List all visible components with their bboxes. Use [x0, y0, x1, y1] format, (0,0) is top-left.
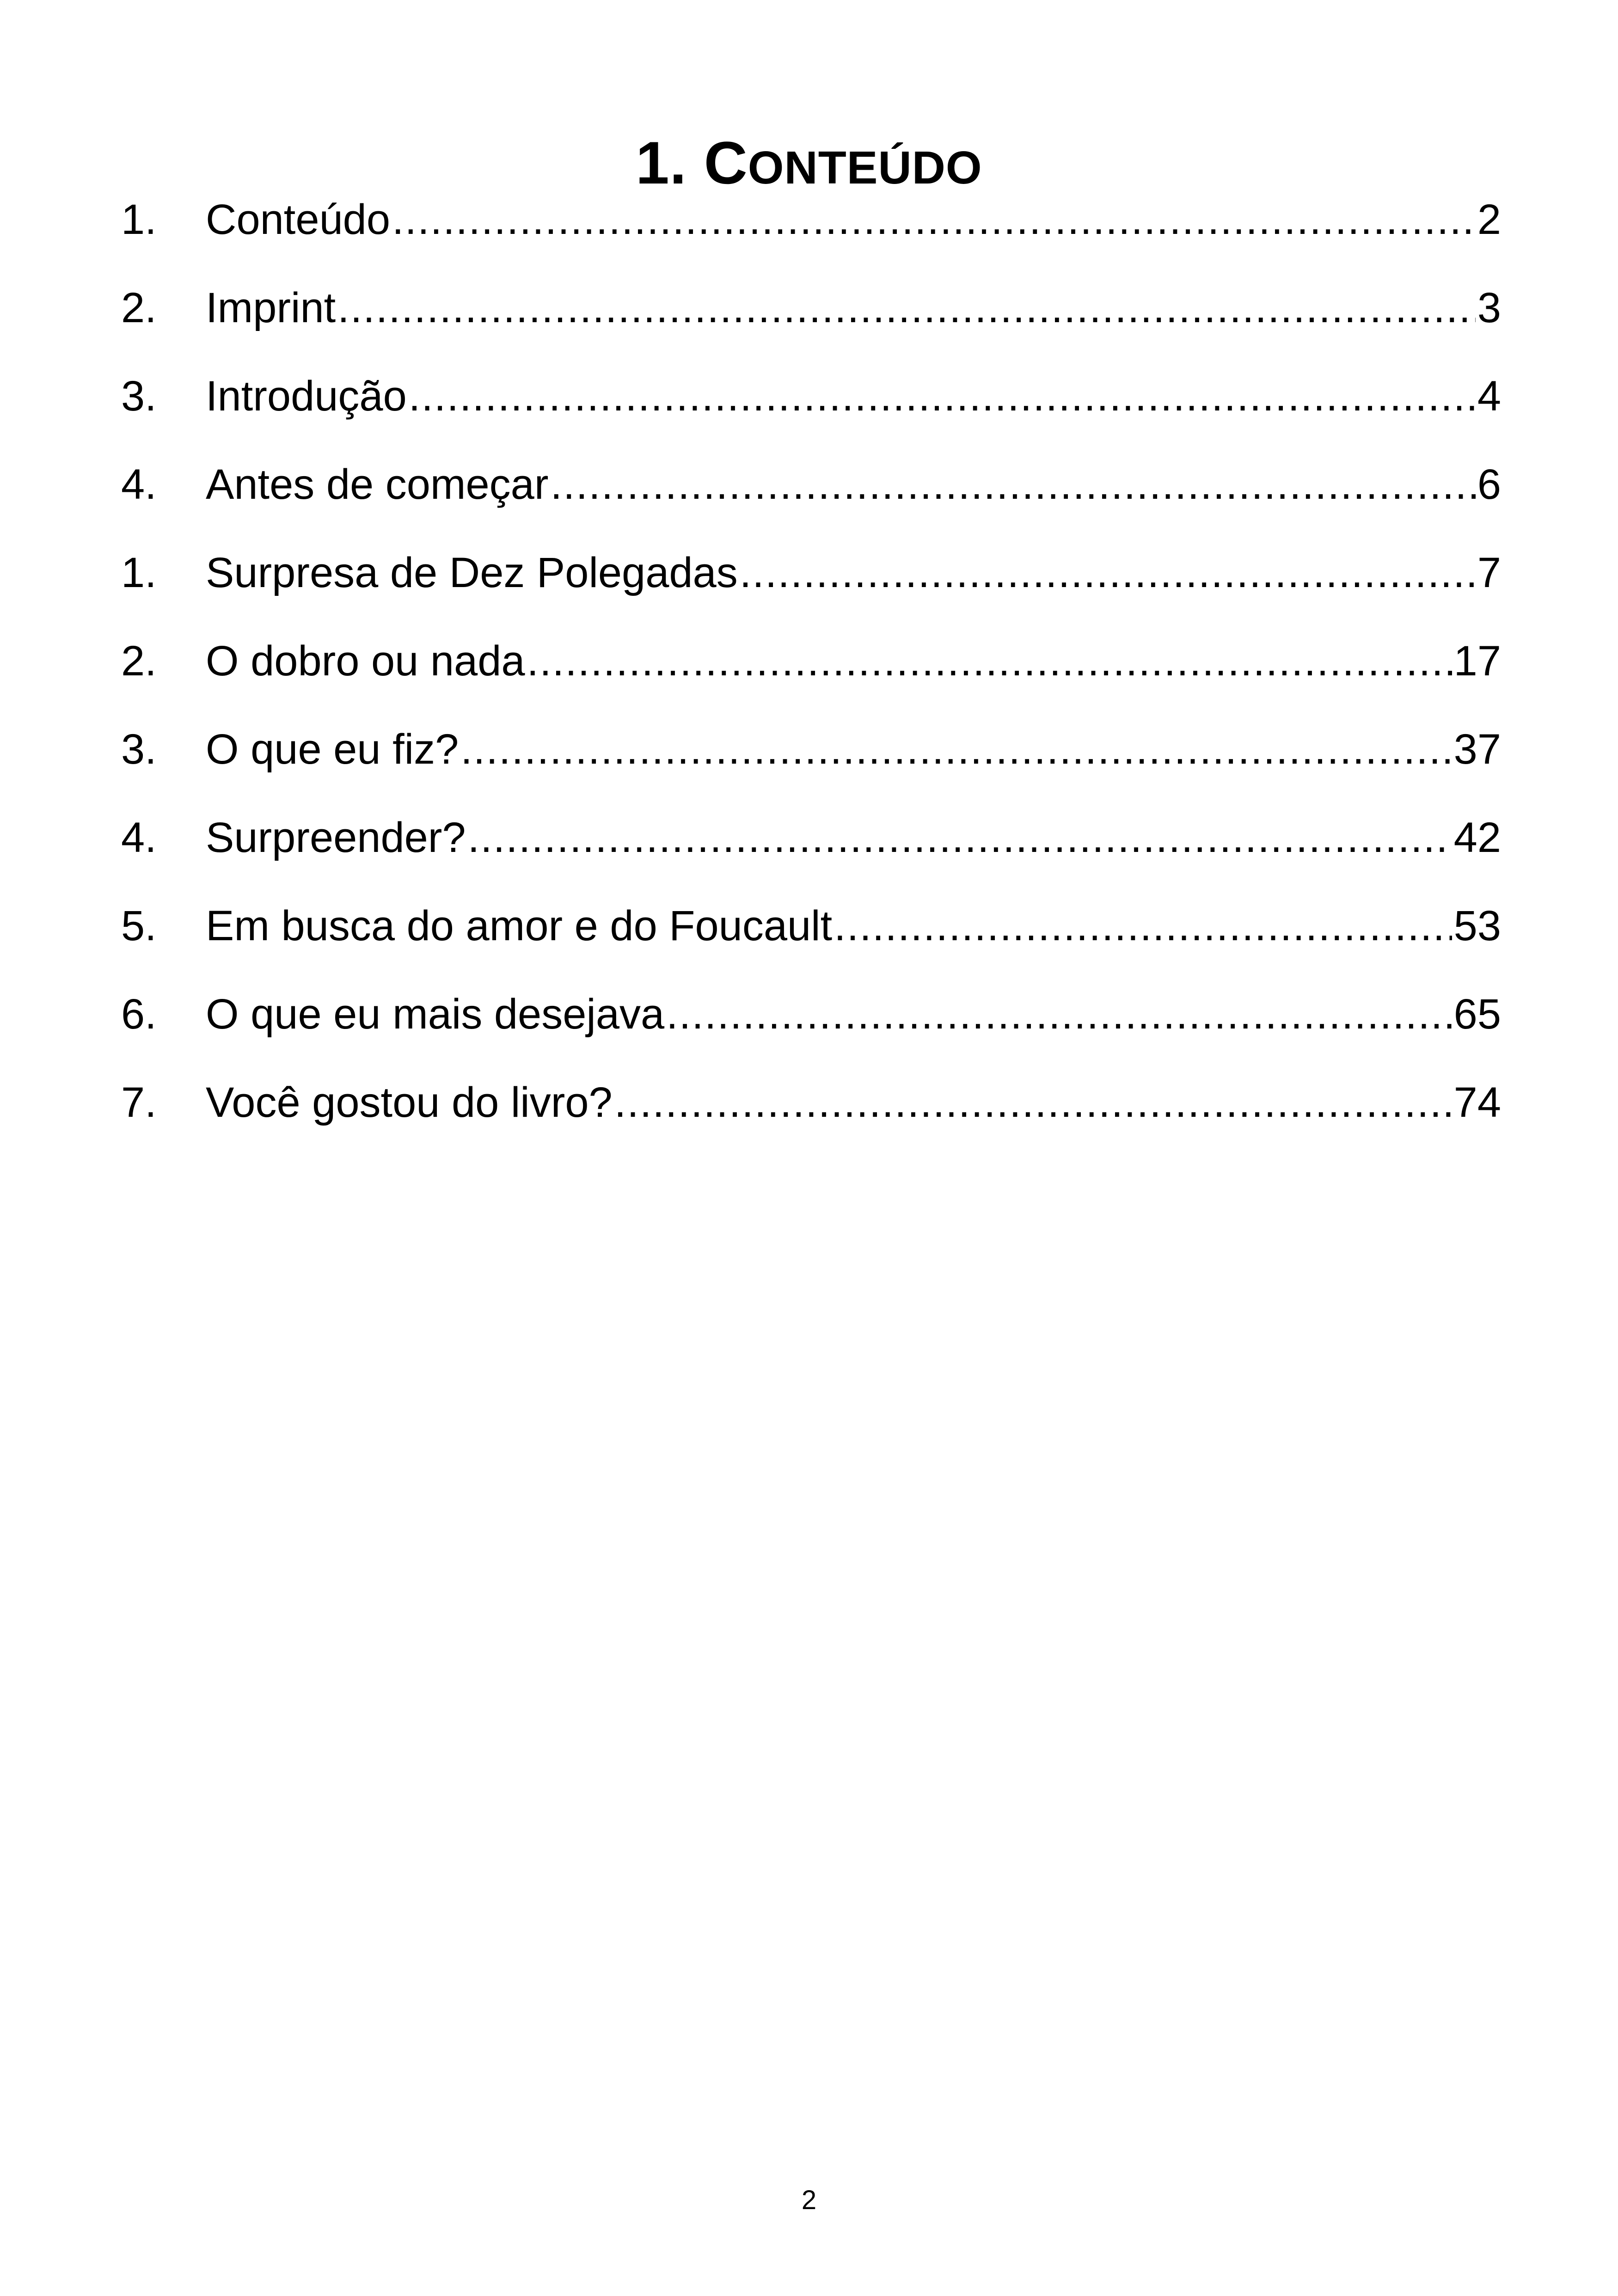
toc-entry[interactable] [121, 980, 1501, 1068]
toc-dot-leader [392, 185, 1476, 254]
toc-entry-label: Em busca do amor e do Foucault [206, 902, 833, 949]
toc-dot-leader [666, 980, 1452, 1049]
toc-entry-number: 2. [121, 284, 157, 331]
toc-entry[interactable] [121, 361, 1501, 450]
toc-entry-label: Surpresa de Dez Polegadas [206, 549, 738, 596]
toc-dot-leader [527, 626, 1452, 696]
toc-dot-leader [337, 273, 1476, 343]
toc-dot-leader [409, 361, 1476, 431]
toc-entry-number: 1. [121, 196, 157, 243]
toc-entry-label: Imprint [206, 284, 336, 331]
toc-entry-label: O que eu mais desejava [206, 991, 665, 1038]
toc-entry-page: 4 [1477, 373, 1501, 420]
toc-entry-number: 3. [121, 373, 157, 420]
toc-entry-page: 42 [1453, 814, 1501, 861]
toc-entry[interactable] [121, 273, 1501, 361]
toc-dot-leader [550, 450, 1475, 519]
toc-entry-page: 37 [1453, 726, 1501, 773]
toc-dot-leader [468, 803, 1452, 872]
toc-entry-number: 4. [121, 814, 157, 861]
toc-entry[interactable] [121, 185, 1501, 273]
toc-entry-number: 2. [121, 637, 157, 685]
toc-entry[interactable] [121, 538, 1501, 626]
toc-entry-label: Antes de começar [206, 461, 549, 508]
page-number: 2 [801, 2185, 817, 2215]
toc-entry-label: Surpreender? [206, 814, 466, 861]
toc-entry-number: 5. [121, 902, 157, 949]
toc-entry-page: 65 [1453, 991, 1501, 1038]
toc-entry[interactable] [121, 803, 1501, 891]
title-number: 1. [636, 129, 687, 197]
table-of-contents [121, 185, 1501, 1156]
toc-entry-page: 17 [1453, 637, 1501, 685]
toc-dot-leader [614, 1068, 1452, 1137]
toc-entry[interactable] [121, 1068, 1501, 1156]
toc-entry-label: Introdução [206, 373, 407, 420]
toc-entry-number: 3. [121, 726, 157, 773]
toc-entry-number: 7. [121, 1079, 157, 1126]
toc-entry[interactable] [121, 891, 1501, 980]
toc-entry[interactable] [121, 626, 1501, 715]
toc-entry-number: 4. [121, 461, 157, 508]
toc-entry-label: O que eu fiz? [206, 726, 459, 773]
toc-entry-label: Conteúdo [206, 196, 390, 243]
toc-entry-label: Você gostou do livro? [206, 1079, 613, 1126]
toc-entry[interactable] [121, 715, 1501, 803]
toc-dot-leader [834, 891, 1452, 961]
toc-entry-page: 74 [1453, 1079, 1501, 1126]
toc-dot-leader [740, 538, 1476, 607]
toc-entry-page: 7 [1477, 549, 1501, 596]
toc-dot-leader [460, 715, 1452, 784]
title-initial: C [704, 129, 748, 197]
toc-entry-page: 6 [1477, 461, 1501, 508]
toc-entry-page: 53 [1453, 902, 1501, 949]
title-rest: ONTEÚDO [748, 142, 982, 194]
toc-entry-page: 2 [1477, 196, 1501, 243]
toc-entry-label: O dobro ou nada [206, 637, 525, 685]
toc-entry[interactable] [121, 450, 1501, 538]
toc-entry-number: 1. [121, 549, 157, 596]
toc-entry-page: 3 [1477, 284, 1501, 331]
toc-entry-number: 6. [121, 991, 157, 1038]
